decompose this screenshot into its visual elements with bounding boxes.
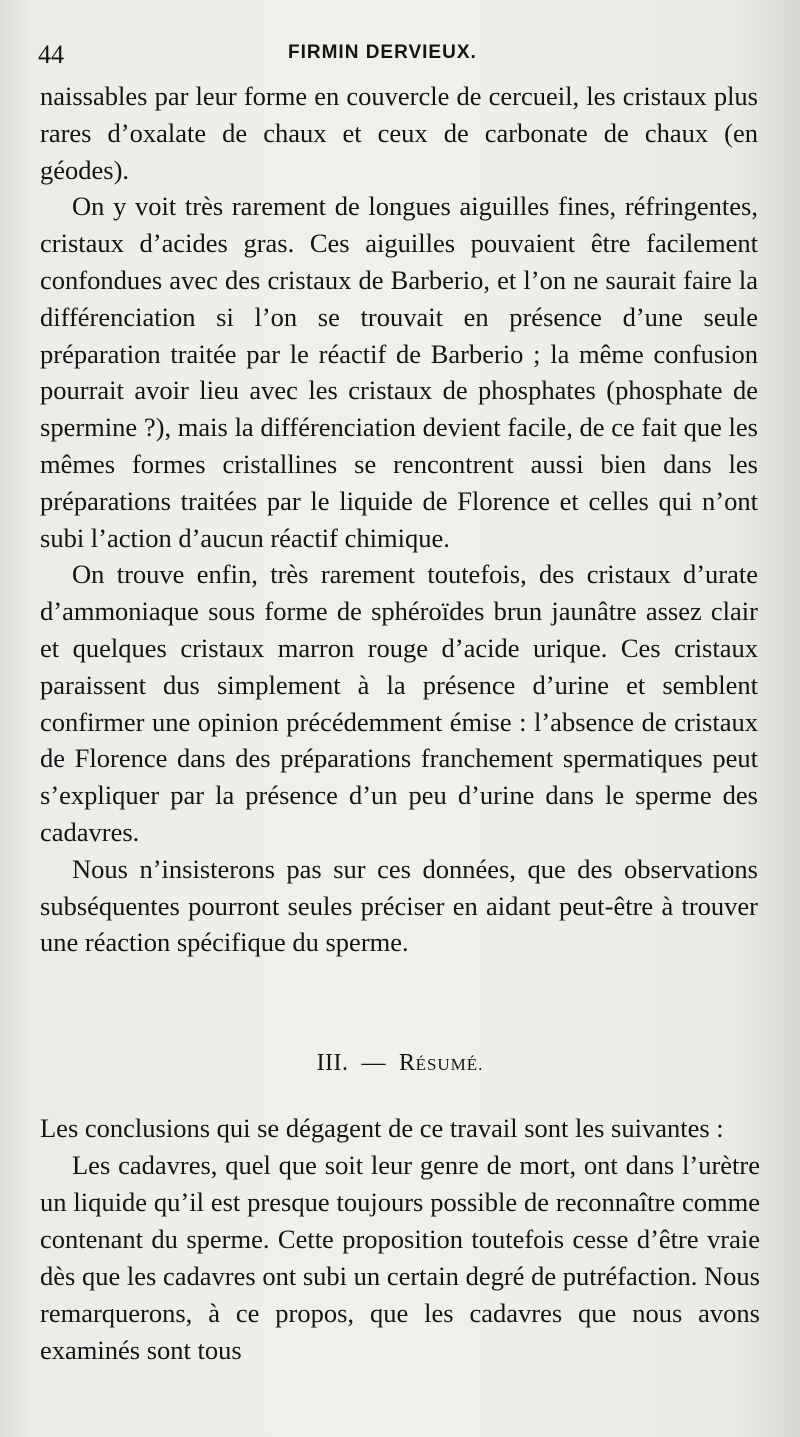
paragraph: naissables par leur forme en couvercle de cercueil, les cristaux plus rares d’oxalate de chaux et ceux de carbonate de chaux (en géodes). — [40, 81, 758, 185]
section-heading — [0, 1050, 800, 1077]
body-text-top — [40, 78, 758, 961]
paragraph: Nous n’insisterons pas sur ces données, que des observations subséquentes pourront seules préciser en aidant peut-être à trouver une réaction spécifique du sperme. — [40, 853, 758, 958]
paragraph: Les conclusions qui se dégagent de ce travail sont les suivantes : — [40, 1113, 724, 1143]
paragraph: On trouve enfin, très rarement toutefois, des cristaux d’urate d’ammoniaque sous forme de sphéroïdes brun jaunâtre assez clair et quelques cristaux marron rouge d’acide urique. Ces cristaux paraissent dus simplement à la présence d’urine et semblent confirmer une opinion précédemment émise : l’absence de cristaux de Florence dans des préparations franchement spermatiques peut s’expliquer par la présence d’un peu d’urine dans le sperme des cadavres. — [40, 559, 758, 847]
section-title-rest: ÉSUMÉ. — [415, 1055, 484, 1074]
page-number: 44 — [38, 40, 64, 69]
section-title-initial: R — [399, 1050, 416, 1076]
running-head: FIRMIN DERVIEUX. — [288, 42, 477, 63]
section-dash: — — [361, 1050, 387, 1076]
page-header — [38, 40, 763, 76]
paragraph: On y voit très rarement de longues aiguilles fines, réfringentes, cristaux d’acides gras. Ces aiguilles pouvaient être facilement confondues avec des cristaux de Barberio, et l’on ne saurait faire la différenciation si l’on se trouvait en présence d’une seule préparation traitée par le réactif de Barberio ; la même confusion pourrait avoir lieu avec les cristaux de phosphates (phosphate de spermine ?), mais la différenciation devient facile, de ce fait que les mêmes formes cristallines se rencontrent aussi bien dans les préparations traitées par le liquide de Florence et celles qui n’ont subi l’action d’aucun réactif chimique. — [40, 191, 758, 553]
section-numeral: III. — [316, 1050, 349, 1076]
paragraph: Les cadavres, quel que soit leur genre de mort, ont dans l’urètre un liquide qu’il est presque toujours possible de reconnaître comme contenant du sperme. Cette proposition toutefois cesse d’être vraie dès que les cadavres ont subi un certain degré de putréfaction. Nous remarquerons, à ce propos, que les cadavres que nous avons examinés sont tous — [40, 1150, 760, 1365]
body-text-bottom — [40, 1110, 760, 1369]
